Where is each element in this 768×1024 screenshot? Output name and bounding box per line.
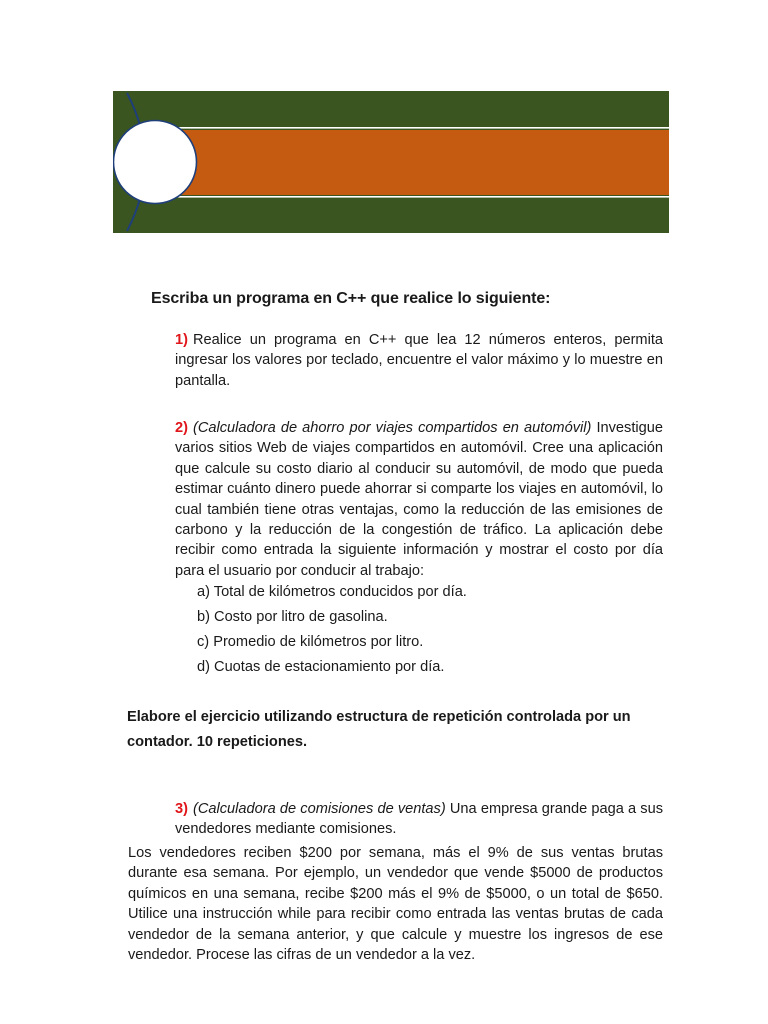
header-banner [113, 91, 669, 233]
exercise-3-title: (Calculadora de comisiones de ventas) [192, 801, 446, 817]
exercise-2-title: (Calculadora de ahorro por viajes compartidos en automóvil) [192, 420, 592, 436]
list-item: b) Costo por litro de gasolina. [197, 609, 388, 625]
exercise-3-intro-block [175, 799, 663, 840]
exercise-1-text: Realice un programa en C++ que lea 12 números enteros, permita ingresar los valores por teclado, encuentre el valor máximo y lo muestre en pantalla. [175, 332, 663, 389]
exercise-2-items [197, 581, 467, 681]
banner-graphic [113, 91, 669, 233]
exercise-3-number: 3) [175, 801, 188, 817]
exercise-2-text: Investigue varios sitios Web de viajes compartidos en automóvil. Cree una aplicación que calcule su costo diario al conducir su automóvil, de modo que pueda estimar cuánto dinero puede ahorrar si comparte los viajes en automóvil, lo cual también tiene otras ventajas, como la reducción de las emisiones de carbono y la reducción de la congestión de tráfico. La aplicación debe recibir como entrada la siguiente información y mostrar el costo por día para el usuario por conducir al trabajo: [175, 420, 663, 579]
list-item: c) Promedio de kilómetros por litro. [197, 634, 424, 650]
exercise-2-number: 2) [175, 420, 188, 436]
banner-circle [114, 121, 197, 204]
list-item: d) Cuotas de estacionamiento por día. [197, 659, 445, 675]
exercise-3-text: Los vendedores reciben $200 por semana, más el 9% de sus ventas brutas durante esa semana. Por ejemplo, un vendedor que vende $5000 de productos químicos en una semana, recibe $200 más el 9% de $5000, o un total de $650. Utilice una instrucción while para recibir como entrada las ventas brutas de cada vendedor de la semana anterior, y que calcule y muestre los ingresos de ese vendedor. Procese las cifras de un vendedor a la vez. [128, 845, 663, 964]
section-heading: Elabore el ejercicio utilizando estructura de repetición controlada por un contador. 10 repeticiones. [127, 709, 631, 750]
document-heading: Escriba un programa en C++ que realice lo siguiente: [151, 290, 551, 307]
exercise-2 [175, 418, 663, 581]
list-item: a) Total de kilómetros conducidos por día. [197, 584, 467, 600]
exercise-3-intro: Una empresa grande paga a sus vendedores mediante comisiones. [175, 801, 664, 838]
exercise-1-number: 1) [175, 332, 188, 348]
banner-bottom-line [175, 196, 669, 198]
banner-orange-stripe [175, 130, 669, 195]
exercise-1 [175, 330, 663, 391]
banner-top-line [175, 127, 669, 129]
